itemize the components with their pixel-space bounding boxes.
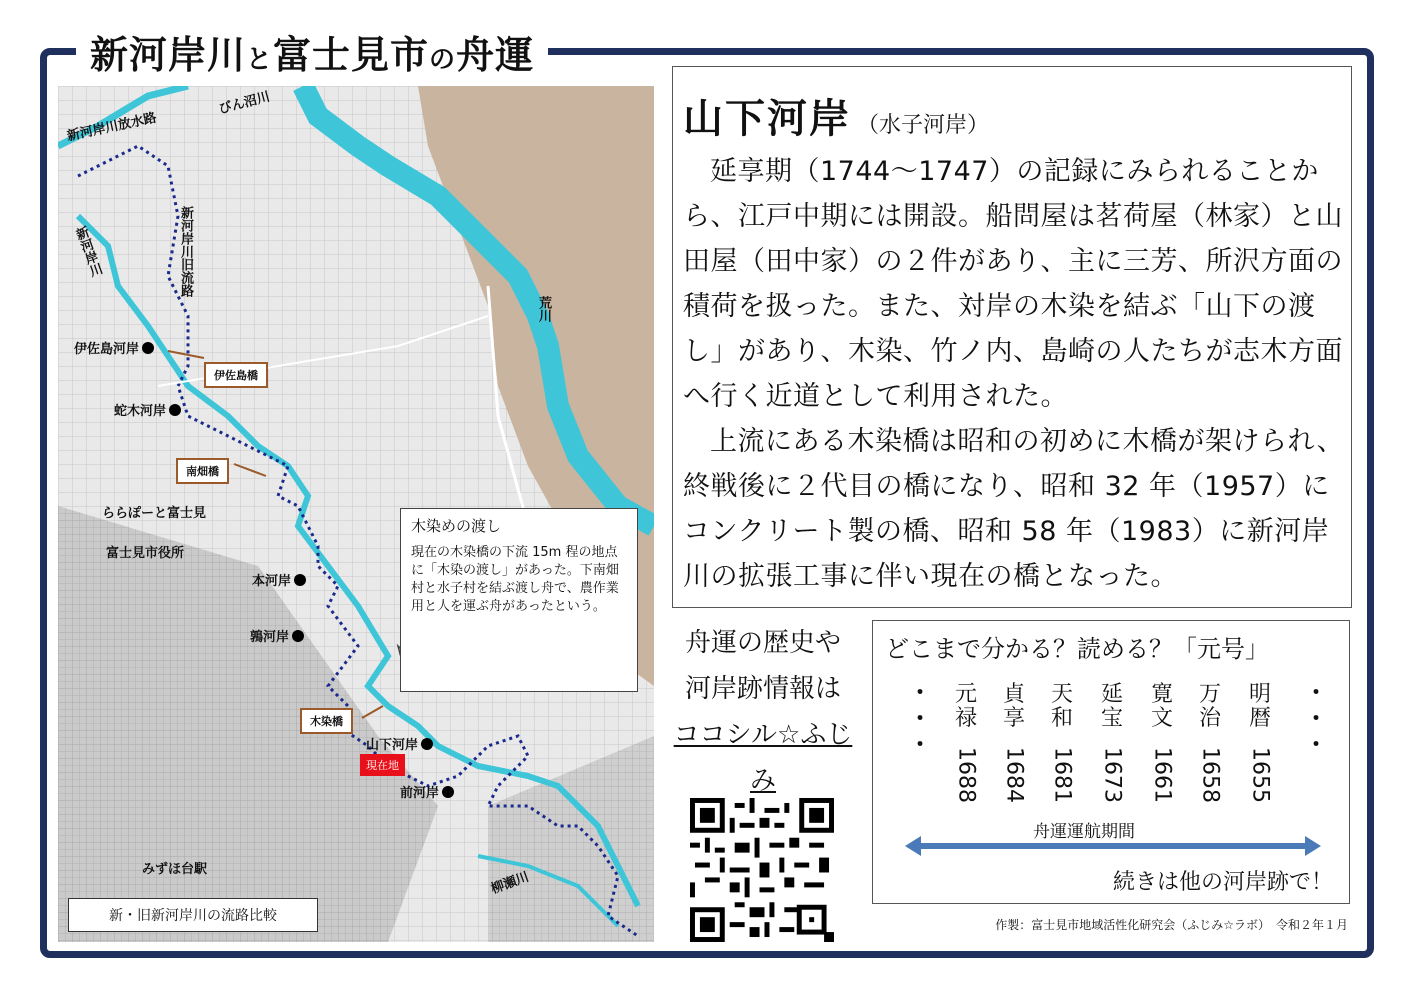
- article-box: [672, 66, 1352, 608]
- kisome-ferry-callout: [400, 508, 638, 692]
- era-column: [1245, 683, 1275, 803]
- bridge-minamihata: 南畑橋: [176, 458, 229, 484]
- promo-line-2: 河岸跡情報は: [684, 674, 841, 704]
- era-column: [951, 683, 981, 803]
- label-binnuma: びん沼川: [217, 89, 272, 118]
- landing-hon: 本河岸: [252, 570, 306, 589]
- route-comparison-caption: 新・旧新河岸川の流路比較: [68, 898, 318, 932]
- article-heading: 山下河岸 （水子河岸）: [683, 96, 990, 142]
- callout-body: 現在の木染橋の下流 15m 程の地点に「木染の渡し」があった。下南畑村と水子村を結ぶ渡し舟で、農作業用と人を運ぶ舟があったという。: [411, 545, 619, 614]
- qr-code-icon[interactable]: [690, 798, 834, 942]
- era-year: 1673: [1099, 747, 1125, 803]
- period-label: 舟運運航期間: [1033, 822, 1135, 842]
- article-body: [683, 149, 1347, 599]
- landing-uzura: 鶉河岸: [250, 626, 304, 645]
- article-paragraph-1: 延享期（1744〜1747）の記録にみられることから、江戸中期には開設。船問屋は茗荷屋（林家）と山田屋（田中家）の２件があり、主に三芳、所沢方面の積荷を扱った。また、対岸の木染を結ぶ「山下の渡し」があり、木染、竹ノ内、島崎の人たちが志木方面へ行く近道として利用された。: [683, 156, 1343, 412]
- label-drain: 新河岸川放水路: [65, 110, 158, 145]
- era-year: 1684: [1001, 747, 1027, 803]
- era-column: [1147, 683, 1177, 803]
- landing-isajima: 伊佐島河岸: [74, 338, 154, 357]
- label-lalaport: ららぽーと富士見: [102, 506, 207, 521]
- callout-title: 木染めの渡し: [411, 517, 502, 535]
- era-column: [1097, 683, 1127, 803]
- era-names-box: [872, 620, 1350, 904]
- era-name: 明暦: [1248, 682, 1271, 731]
- label-old-route: 新河岸川旧流路: [178, 206, 193, 297]
- era-name: 天和: [1050, 682, 1073, 731]
- label-shin: 新河岸川: [71, 225, 104, 279]
- bridge-isajima: 伊佐島橋: [204, 362, 268, 388]
- landing-mae: 前河岸: [400, 782, 454, 801]
- ellipsis-left: ・ ・ ・: [909, 681, 932, 758]
- label-cityhall: 富士見市役所: [106, 546, 185, 561]
- era-year: 1688: [953, 747, 979, 803]
- article-paragraph-2: 上流にある木染橋は昭和の初めに木橋が架けられ、終戦後に２代目の橋になり、昭和 32 年（1957）にコンクリート製の橋、昭和 58 年（1983）に新河岸川の拡張工事に伴い現在の橋となった。: [683, 426, 1345, 592]
- era-year: 1655: [1247, 747, 1273, 803]
- era-name: 貞享: [1002, 682, 1025, 731]
- era-name: 寛文: [1150, 682, 1173, 731]
- era-name: 元禄: [954, 682, 977, 731]
- era-year: 1661: [1149, 747, 1175, 803]
- bridge-kisome: 木染橋: [300, 708, 353, 734]
- era-year: 1681: [1049, 747, 1075, 803]
- era-column: [1195, 683, 1225, 803]
- era-column: [1047, 683, 1077, 803]
- landing-jaki: 蛇木河岸: [114, 400, 181, 419]
- kokoshiru-link[interactable]: ココシル☆ふじみ: [673, 720, 853, 796]
- era-year: 1658: [1197, 747, 1223, 803]
- label-arakawa: 荒川: [536, 296, 551, 322]
- landing-yamashita: 山下河岸: [366, 734, 433, 753]
- page-title: 新河岸川と富士見市の舟運: [76, 30, 548, 80]
- label-mizuho: みずほ台駅: [142, 862, 208, 877]
- current-location-marker: 現在地: [360, 754, 405, 776]
- label-yanase: 柳瀬川: [489, 869, 532, 898]
- credit-line: 作製：富士見市地域活性化研究会（ふじみ☆ラボ） 令和２年１月: [995, 918, 1348, 932]
- era-name: 延宝: [1100, 682, 1123, 731]
- continue-note: 続きは他の河岸跡で！: [1112, 870, 1333, 895]
- era-question: どこまで分かる？読める？「元号」: [885, 635, 1269, 663]
- era-column: [999, 683, 1029, 803]
- ellipsis-right: ・ ・ ・: [1305, 681, 1328, 758]
- promo-line-1: 舟運の歴史や: [684, 628, 841, 658]
- era-name: 万治: [1198, 682, 1221, 731]
